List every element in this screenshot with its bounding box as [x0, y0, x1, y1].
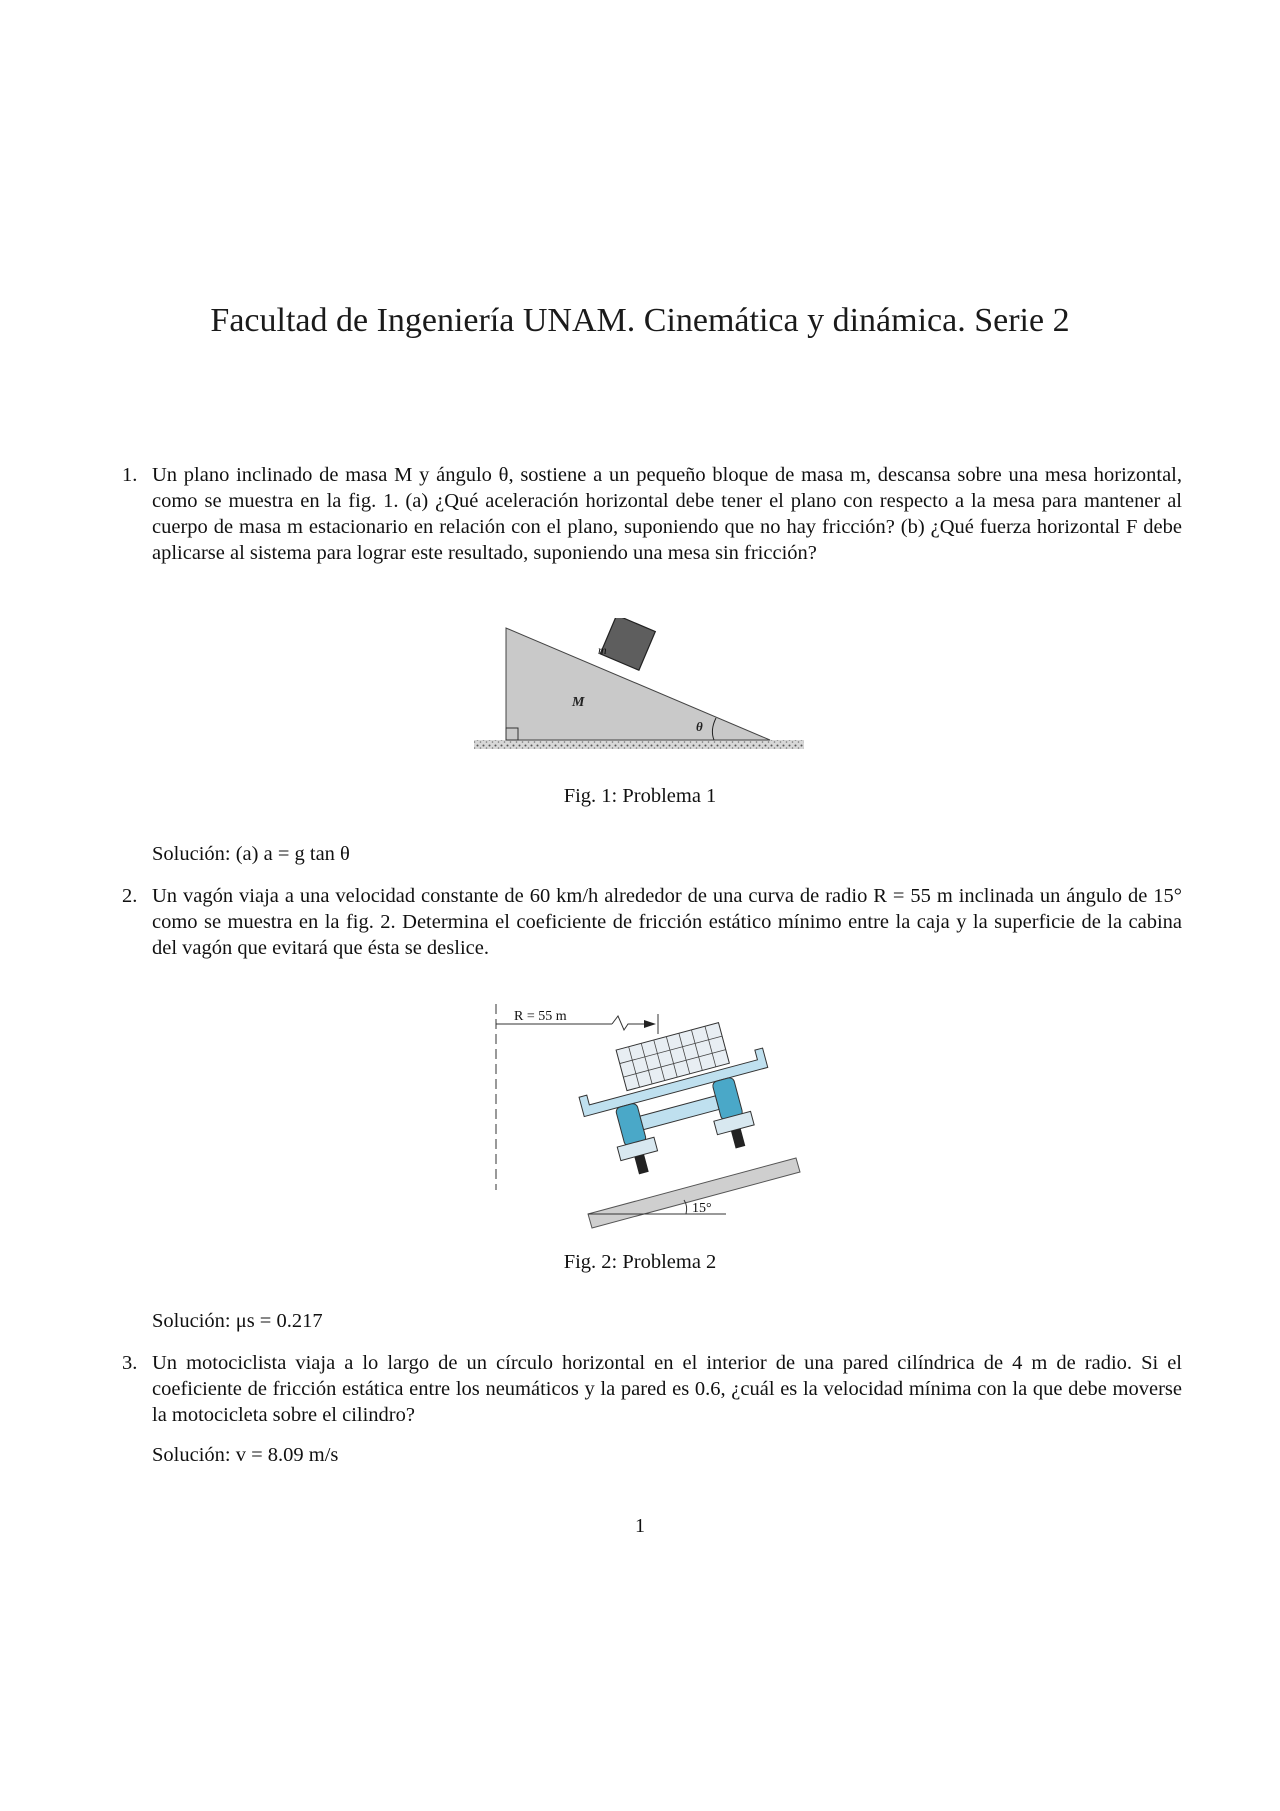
problem-text: Un motociclista viaja a lo largo de un círculo horizontal en el interior de una pared cilíndrica de 4 m de radio. Si el coeficiente de fricción estática entre los neumáticos y la pared es 0.6, ¿cuál es la velocidad mínima con la que debe moverse la motocicleta sobre el cilindro?	[152, 1352, 1182, 1426]
page-title: Facultad de Ingeniería UNAM. Cinemática y dinámica. Serie 2	[210, 302, 1070, 339]
problem-text: Un plano inclinado de masa M y ángulo θ, sostiene a un pequeño bloque de masa m, descansa sobre una mesa horizontal, como se muestra en la fig. 1. (a) ¿Qué aceleración horizontal debe tener el plano con respecto a la mesa para mantener al cuerpo de masa m estacionario en relación con el plano, suponiendo que no hay fricción? (b) ¿Qué fuerza horizontal F debe aplicarse al sistema para lograr este resultado, suponiendo una mesa sin fricción?	[152, 464, 1182, 564]
problem-3	[122, 1350, 1182, 1428]
axle	[640, 1096, 719, 1130]
problem-1	[122, 462, 1182, 566]
problem-number: 1.	[122, 464, 138, 486]
figure-1-incline	[470, 618, 810, 758]
right-rail	[731, 1128, 745, 1148]
problem-text: Un vagón viaja a una velocidad constante de 60 km/h alrededor de una curva de radio R = 55 m inclinada un ángulo de 15° como se muestra en la fig. 2. Determina el coeficiente de fricción estático mínimo entre la caja y la superficie de la cabina del vagón que evitará que ésta se deslice.	[152, 885, 1182, 959]
figure-2-caption: Fig. 2: Problema 2	[563, 1251, 717, 1273]
problem-number: 3.	[122, 1352, 138, 1374]
solution-2: Solución: μs = 0.217	[152, 1310, 323, 1332]
solution-3: Solución: v = 8.09 m/s	[152, 1444, 339, 1466]
angle-label: 15°	[692, 1201, 712, 1216]
left-rail	[634, 1154, 648, 1174]
solution-1: Solución: (a) a = g tan θ	[152, 843, 350, 865]
block-label: m	[598, 643, 607, 657]
banked-track	[588, 1158, 800, 1228]
table-surface	[474, 740, 804, 749]
angle-label: θ	[696, 719, 703, 734]
arrow-head	[644, 1020, 656, 1028]
problem-2	[122, 883, 1182, 961]
radius-label: R = 55 m	[514, 1009, 567, 1024]
incline-label: M	[572, 695, 585, 710]
figure-1-caption: Fig. 1: Problema 1	[563, 785, 717, 807]
figure-2-wagon	[486, 1000, 806, 1230]
break-mark	[612, 1016, 644, 1030]
problem-number: 2.	[122, 885, 138, 907]
block	[600, 618, 655, 670]
page-number: 1	[635, 1515, 645, 1537]
